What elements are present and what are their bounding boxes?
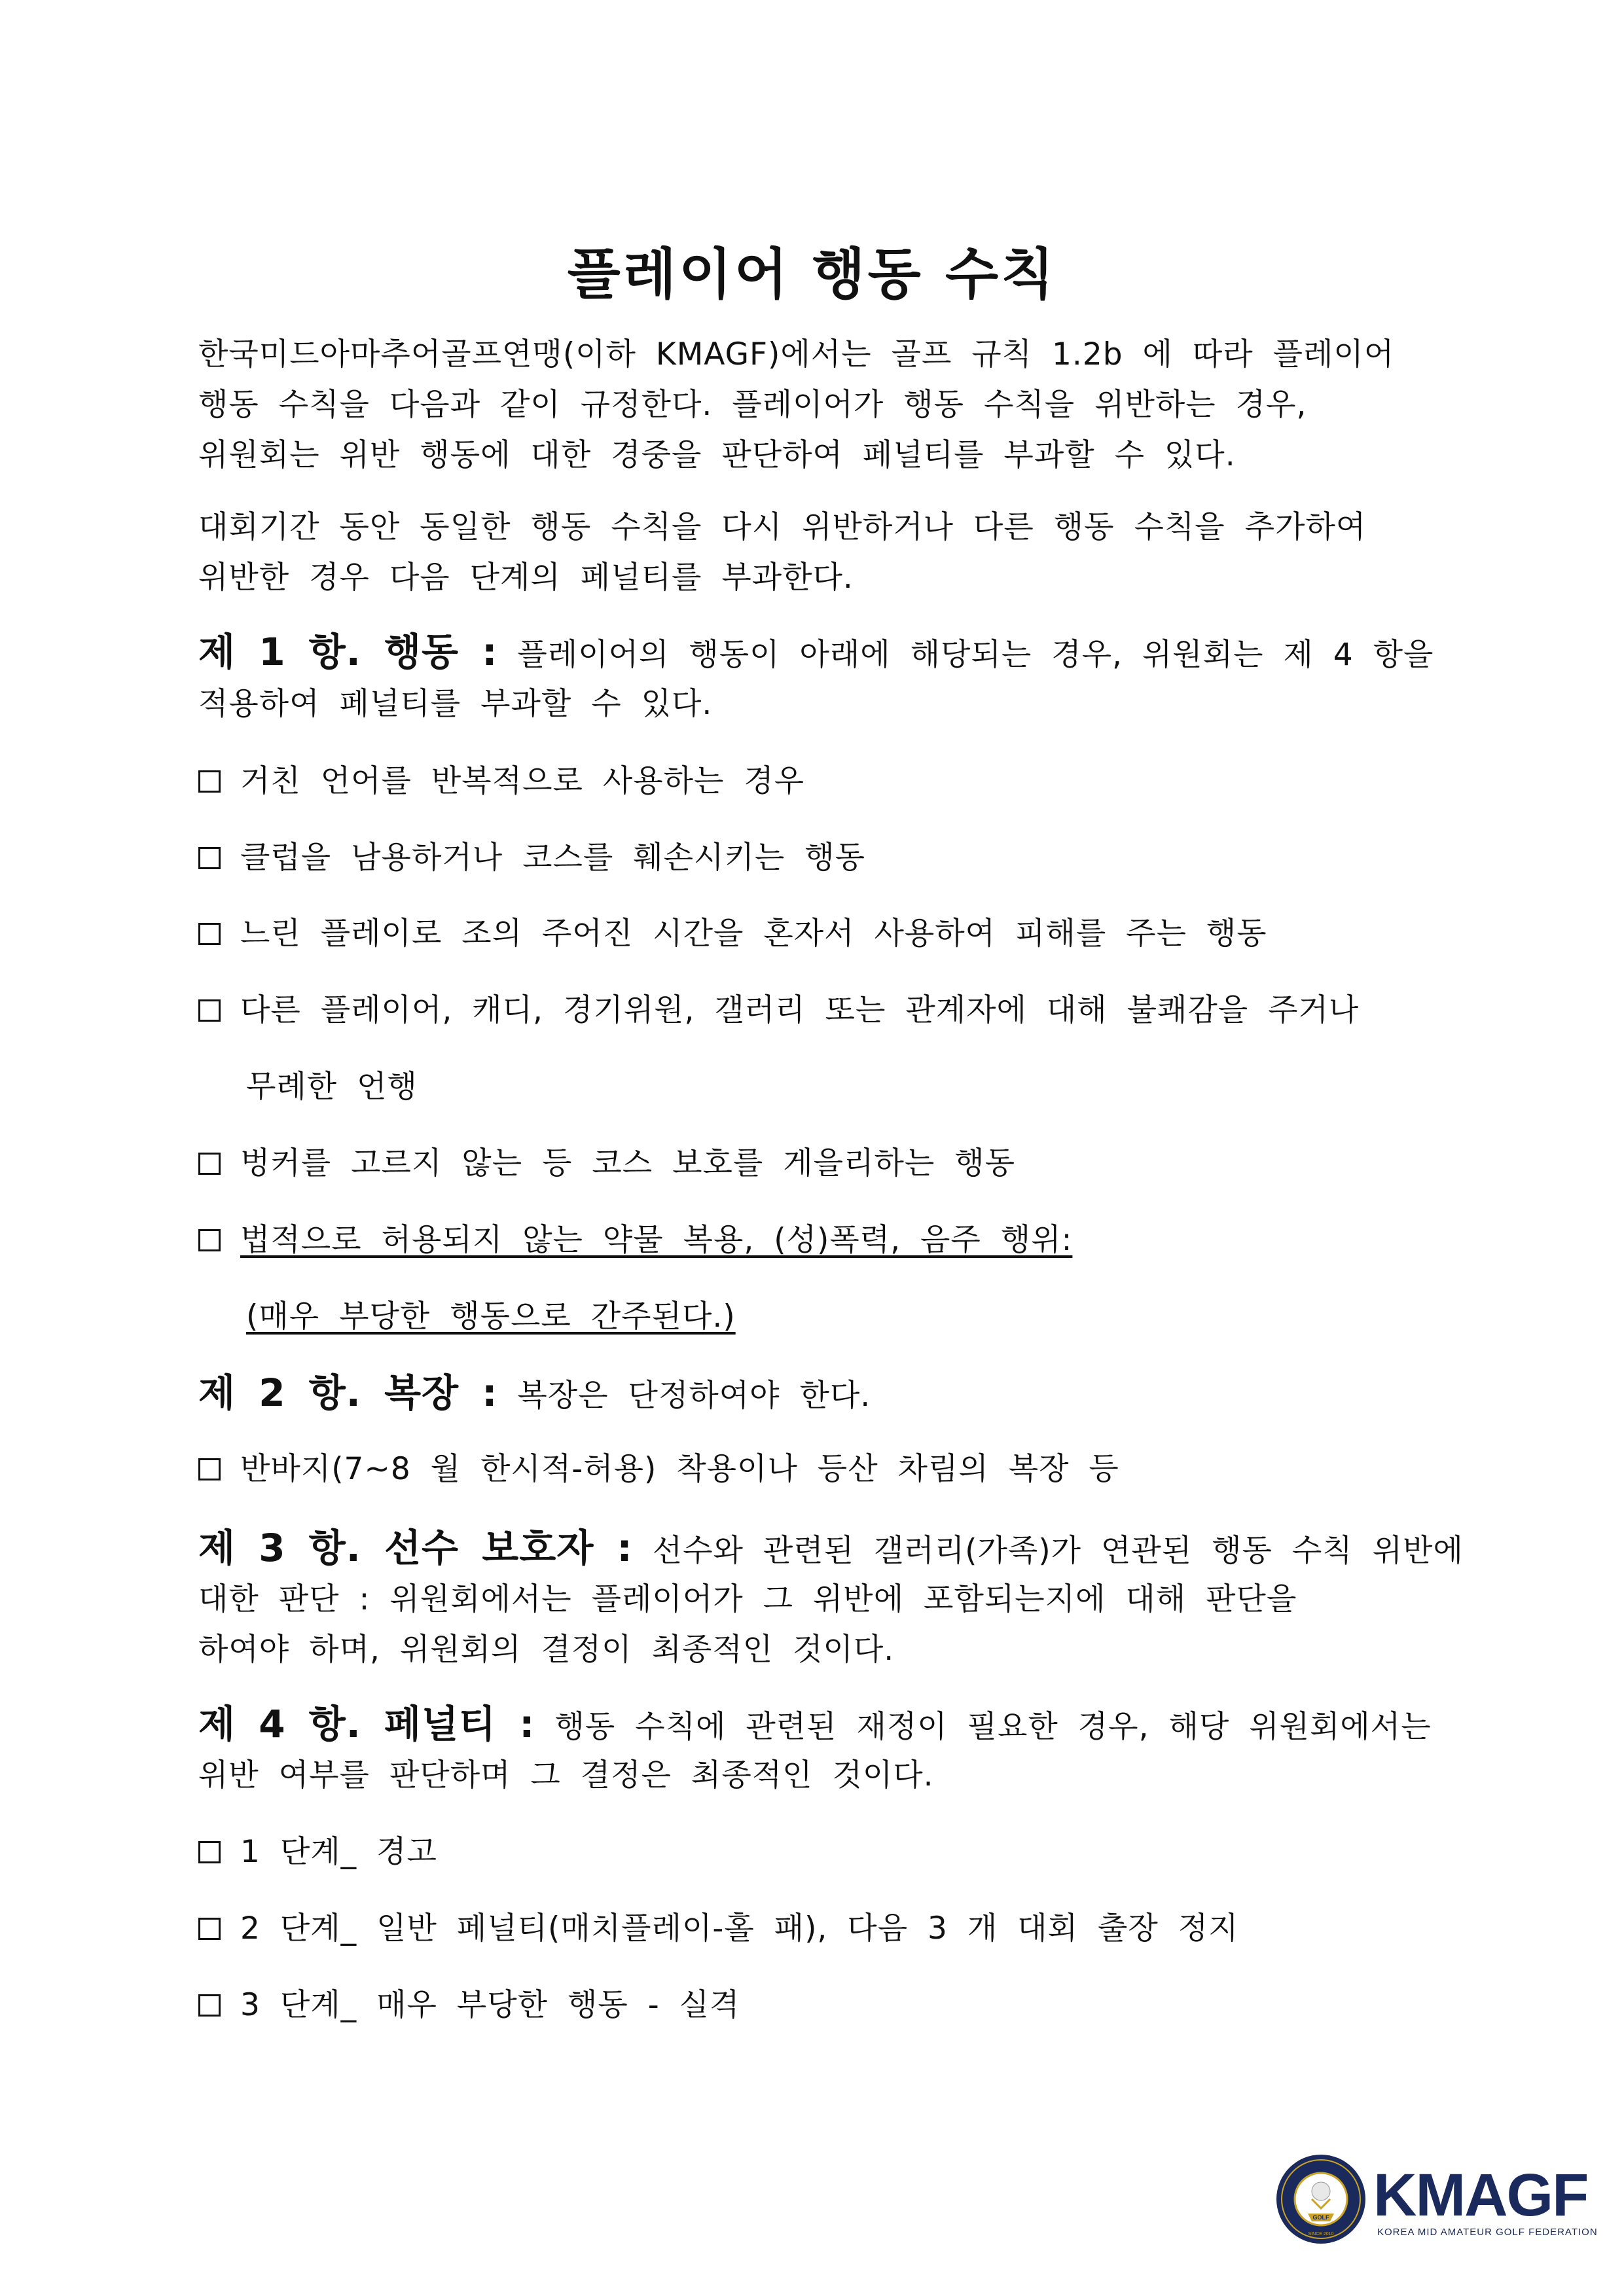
section-2-heading: 제 2 항. 복장 : — [198, 1371, 498, 1415]
list-item — [198, 1144, 1015, 1183]
list-item-text: 다른 플레이어, 캐디, 경기위원, 갤러리 또는 관계자에 대해 불쾌감을 주거나 — [240, 992, 1360, 1028]
checkbox-icon — [198, 1153, 221, 1175]
list-item — [198, 1221, 1072, 1260]
checkbox-icon — [198, 1841, 221, 1863]
list-item — [198, 914, 1267, 954]
section-3-heading: 제 3 항. 선수 보호자 : — [198, 1526, 633, 1570]
kmagf-logo — [1275, 2153, 1598, 2245]
checkbox-icon — [198, 1229, 221, 1251]
list-item — [198, 1909, 1239, 1948]
list-item — [198, 762, 804, 801]
list-item-text: 벙커를 고르지 않는 등 코스 보호를 게을리하는 행동 — [240, 1145, 1016, 1181]
list-item — [198, 1833, 437, 1872]
section-4-heading: 제 4 항. 페널티 : — [198, 1702, 535, 1746]
brand-subtitle: KOREA MID AMATEUR GOLF FEDERATION — [1377, 2227, 1598, 2238]
list-item-text: 1 단계_ 경고 — [240, 1834, 437, 1870]
section-3-text: 선수와 관련된 갤러리(가족)가 연관된 행동 수칙 위반에 — [632, 1533, 1464, 1569]
section-2-line-1 — [198, 1373, 871, 1416]
section-2-text: 복장은 단정하여야 한다. — [497, 1378, 871, 1414]
section-3-line-2: 대한 판단 : 위원회에서는 플레이어가 그 위반에 포함되는지에 대해 판단을 — [198, 1581, 1297, 1617]
section-1-line-1 — [198, 632, 1434, 675]
section-4-line-2: 위반 여부를 판단하며 그 결정은 최종적인 것이다. — [198, 1757, 934, 1793]
page-title: 플레이어 행동 수칙 — [567, 242, 1057, 306]
list-item — [198, 1986, 740, 2025]
federation-seal-icon — [1275, 2153, 1367, 2245]
intro-line-2: 행동 수칙을 다음과 같이 규정한다. 플레이어가 행동 수칙을 위반하는 경우, — [198, 387, 1307, 423]
checkbox-icon — [198, 770, 221, 793]
list-item-text: 법적으로 허용되지 않는 약물 복용, (성)폭력, 음주 행위: — [240, 1222, 1073, 1258]
checkbox-icon — [198, 1994, 221, 2017]
list-item-continuation — [246, 1297, 736, 1336]
list-item — [198, 1450, 1119, 1489]
section-4-text: 행동 수칙에 관련된 재정이 필요한 경우, 해당 위원회에서는 — [535, 1709, 1432, 1745]
checkbox-icon — [198, 1458, 221, 1480]
list-item-text: 3 단계_ 매우 부당한 행동 - 실격 — [240, 1987, 740, 2023]
section-1-heading: 제 1 항. 행동 : — [198, 630, 498, 674]
checkbox-icon — [198, 999, 221, 1022]
brand-name: KMAGF — [1373, 2162, 1588, 2229]
list-item-text: 거친 언어를 반복적으로 사용하는 경우 — [240, 763, 805, 799]
repeat-line-2: 위반한 경우 다음 단계의 페널티를 부과한다. — [198, 560, 854, 596]
repeat-line-1: 대회기간 동안 동일한 행동 수칙을 다시 위반하거나 다른 행동 수칙을 추가하여 — [198, 509, 1367, 545]
section-3-line-3: 하여야 하며, 위원회의 결정이 최종적인 것이다. — [198, 1632, 895, 1668]
list-item-text: 느린 플레이로 조의 주어진 시간을 혼자서 사용하여 피해를 주는 행동 — [240, 916, 1267, 952]
checkbox-icon — [198, 1918, 221, 1940]
section-1-text: 플레이어의 행동이 아래에 해당되는 경우, 위원회는 제 4 항을 — [497, 637, 1434, 673]
intro-line-1: 한국미드아마추어골프연맹(이하 KMAGF)에서는 골프 규칙 1.2b 에 따라 플레이어 — [198, 336, 1395, 372]
section-4-line-1 — [198, 1704, 1432, 1747]
list-item-text: 2 단계_ 일반 페널티(매치플레이-홀 패), 다음 3 개 대회 출장 정지 — [240, 1910, 1239, 1946]
list-item — [198, 838, 865, 878]
list-item-text: 클럽을 남용하거나 코스를 훼손시키는 행동 — [240, 840, 865, 876]
list-item-continuation: 무례한 언행 — [246, 1069, 418, 1105]
list-item-text: (매우 부당한 행동으로 간주된다.) — [246, 1299, 736, 1335]
list-item — [198, 991, 1359, 1030]
svg-text:GOLF: GOLF — [1312, 2214, 1329, 2221]
checkbox-icon — [198, 923, 221, 945]
list-item-text: 반바지(7~8 월 한시적-허용) 착용이나 등산 차림의 복장 등 — [240, 1451, 1119, 1487]
intro-line-3: 위원회는 위반 행동에 대한 경중을 판단하여 페널티를 부과할 수 있다. — [198, 437, 1236, 473]
section-3-line-1 — [198, 1528, 1464, 1571]
svg-text:SINCE 2010: SINCE 2010 — [1308, 2232, 1334, 2236]
checkbox-icon — [198, 847, 221, 869]
section-1-line-2: 적용하여 페널티를 부과할 수 있다. — [198, 686, 713, 722]
